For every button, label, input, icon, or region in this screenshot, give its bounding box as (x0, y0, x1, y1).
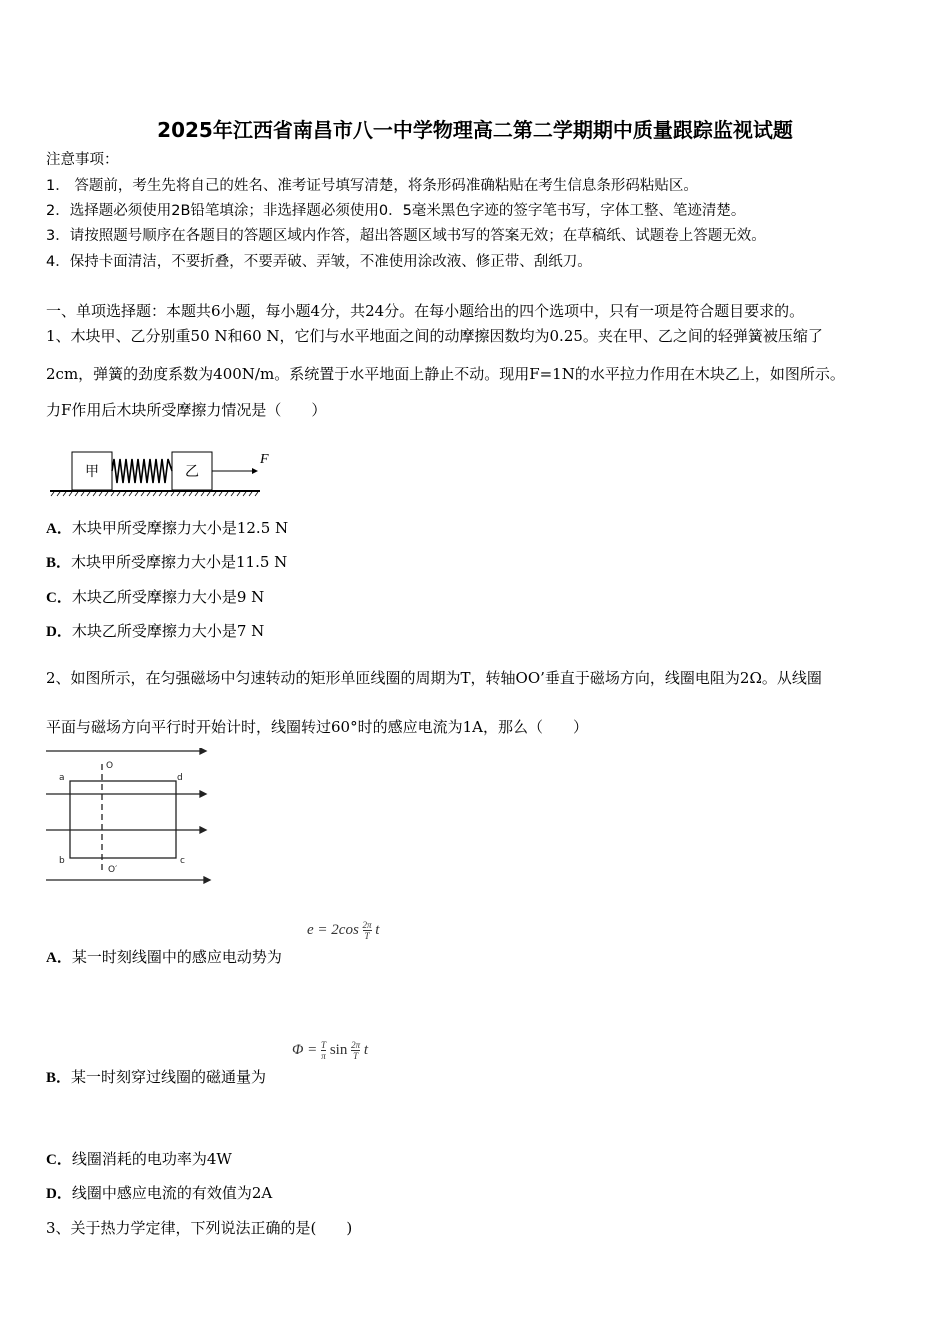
block-yi-label: 乙 (185, 464, 199, 480)
rotating-coil-figure (44, 748, 216, 884)
question-3-line: 3、关于热力学定律，下列说法正确的是( ) (46, 1219, 353, 1237)
axis-o-prime-label: O′ (108, 865, 118, 875)
corner-a-label: a (59, 773, 65, 783)
option-a: A．某一时刻线圈中的感应电动势为 (46, 948, 282, 966)
option-c: C．线圈消耗的电功率为4W (46, 1150, 232, 1168)
note-item: 1． 答题前，考生先将自己的姓名、准考证号填写清楚，将条形码准确粘贴在考生信息条形码粘贴区。 (46, 178, 698, 194)
question-2-line: 2、如图所示，在匀强磁场中匀速转动的矩形单匝线圈的周期为T，转轴OO’垂直于磁场方向，线圈电阻为2Ω。从线圈 (46, 669, 822, 687)
formula-emf: e = 2cos $\frac{2\pi}{T}$ t (307, 920, 380, 941)
corner-b-label: b (59, 856, 65, 866)
option-a: A．木块甲所受摩擦力大小是12.5 N (46, 519, 289, 537)
section-heading: 一、单项选择题：本题共6小题，每小题4分，共24分。在每小题给出的四个选项中，只有一项是符合题目要求的。 (46, 302, 805, 320)
option-d: D．木块乙所受摩擦力大小是7 N (46, 622, 265, 640)
formula-flux: Φ = $\frac{T}{\pi}$ sin $\frac{2\pi}{T}$ t (292, 1040, 369, 1061)
page-title: 2025年江西省南昌市八一中学物理高二第二学期期中质量跟踪监视试题 (157, 118, 793, 142)
block-jia-label: 甲 (85, 464, 99, 480)
corner-d-label: d (177, 773, 183, 783)
question-1-line: 1、木块甲、乙分别重50 N和60 N，它们与水平地面之间的动摩擦因数均为0.25。夹在甲、乙之间的轻弹簧被压缩了 (46, 327, 823, 345)
question-2-line: 平面与磁场方向平行时开始计时，线圈转过60°时的感应电流为1A，那么（ ） (46, 718, 588, 736)
notes-heading: 注意事项： (46, 152, 119, 168)
axis-o-label: O (106, 761, 114, 771)
option-b: B．某一时刻穿过线圈的磁通量为 (46, 1068, 267, 1086)
option-b: B．木块甲所受摩擦力大小是11.5 N (46, 553, 288, 571)
question-1-line: 2cm，弹簧的劲度系数为400N/m。系统置于水平地面上静止不动。现用F=1N的水平拉力作用在木块乙上，如图所示。 (46, 365, 845, 383)
spring-blocks-figure (46, 445, 276, 497)
corner-c-label: c (180, 856, 185, 866)
note-item: 2．选择题必须使用2B铅笔填涂；非选择题必须使用0．5毫米黑色字迹的签字笔书写，字体工整、笔迹清楚。 (46, 203, 746, 219)
note-item: 3．请按照题号顺序在各题目的答题区域内作答，超出答题区域书写的答案无效；在草稿纸、试题卷上答题无效。 (46, 228, 766, 244)
option-d: D．线圈中感应电流的有效值为2A (46, 1184, 273, 1202)
option-c: C．木块乙所受摩擦力大小是9 N (46, 588, 265, 606)
question-1-line: 力F作用后木块所受摩擦力情况是（ ） (46, 401, 327, 419)
note-item: 4．保持卡面清洁，不要折叠，不要弄破、弄皱，不准使用涂改液、修正带、刮纸刀。 (46, 254, 592, 270)
force-label: F (260, 452, 269, 467)
